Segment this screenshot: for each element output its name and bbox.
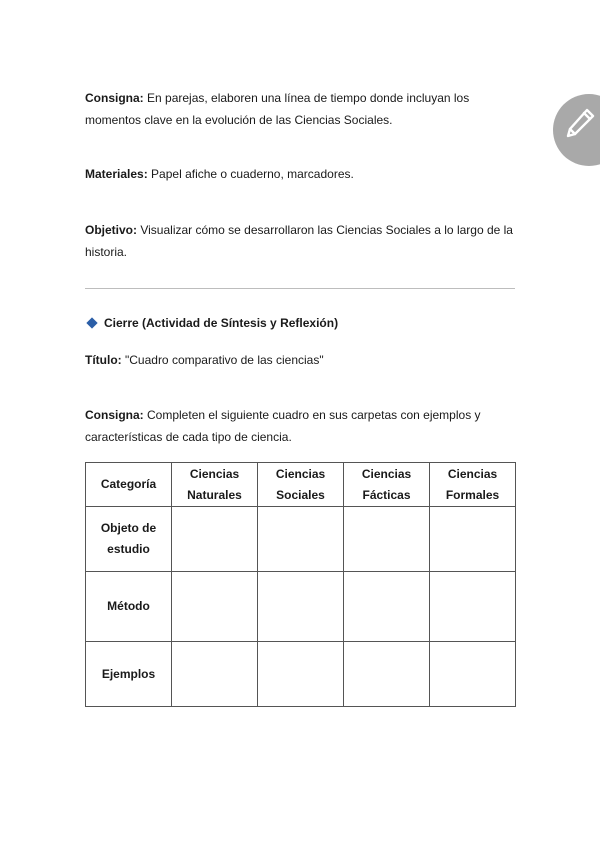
objetivo-paragraph bbox=[85, 219, 515, 263]
consigna-paragraph bbox=[85, 87, 515, 131]
row-label-metodo: Método bbox=[86, 572, 172, 642]
header-ciencias-naturales: Ciencias Naturales bbox=[172, 463, 258, 507]
comparison-table bbox=[85, 462, 516, 707]
table-cell bbox=[172, 507, 258, 572]
titulo-paragraph bbox=[85, 349, 515, 371]
table-header-row bbox=[86, 463, 516, 507]
titulo-text: "Cuadro comparativo de las ciencias" bbox=[121, 353, 324, 367]
pencil-badge[interactable] bbox=[553, 94, 600, 166]
cierre-heading bbox=[85, 313, 338, 333]
materiales-text: Papel afiche o cuaderno, marcadores. bbox=[147, 167, 354, 181]
section-divider bbox=[85, 288, 515, 289]
diamond-bullet-icon bbox=[86, 317, 97, 328]
consigna2-text: Completen el siguiente cuadro en sus carpetas con ejemplos y características de cada tipo de ciencia. bbox=[85, 408, 481, 444]
table-row bbox=[86, 642, 516, 707]
header-ciencias-formales: Ciencias Formales bbox=[430, 463, 516, 507]
header-categoria: Categoría bbox=[86, 463, 172, 507]
table-cell bbox=[344, 642, 430, 707]
consigna2-paragraph bbox=[85, 404, 515, 448]
table-cell bbox=[344, 572, 430, 642]
row-label-ejemplos: Ejemplos bbox=[86, 642, 172, 707]
consigna-label: Consigna: bbox=[85, 91, 144, 105]
table-cell bbox=[344, 507, 430, 572]
table-cell bbox=[430, 642, 516, 707]
header-ciencias-sociales: Ciencias Sociales bbox=[258, 463, 344, 507]
materiales-paragraph bbox=[85, 163, 515, 185]
table-cell bbox=[258, 507, 344, 572]
table-cell bbox=[430, 507, 516, 572]
objetivo-label: Objetivo: bbox=[85, 223, 138, 237]
cierre-heading-text: Cierre (Actividad de Síntesis y Reflexión) bbox=[104, 316, 339, 330]
header-ciencias-facticas: Ciencias Fácticas bbox=[344, 463, 430, 507]
table-row bbox=[86, 572, 516, 642]
consigna2-label: Consigna: bbox=[85, 408, 144, 422]
table-cell bbox=[172, 572, 258, 642]
consigna-text: En parejas, elaboren una línea de tiempo donde incluyan los momentos clave en la evolución de las Ciencias Sociales. bbox=[85, 91, 470, 127]
materiales-label: Materiales: bbox=[85, 167, 148, 181]
table-cell bbox=[258, 642, 344, 707]
row-label-objeto: Objeto de estudio bbox=[86, 507, 172, 572]
titulo-label: Título: bbox=[85, 353, 122, 367]
table-cell bbox=[258, 572, 344, 642]
table-cell bbox=[172, 642, 258, 707]
table-row bbox=[86, 507, 516, 572]
objetivo-text: Visualizar cómo se desarrollaron las Ciencias Sociales a lo largo de la historia. bbox=[85, 223, 513, 259]
pencil-icon bbox=[563, 106, 597, 140]
table-cell bbox=[430, 572, 516, 642]
